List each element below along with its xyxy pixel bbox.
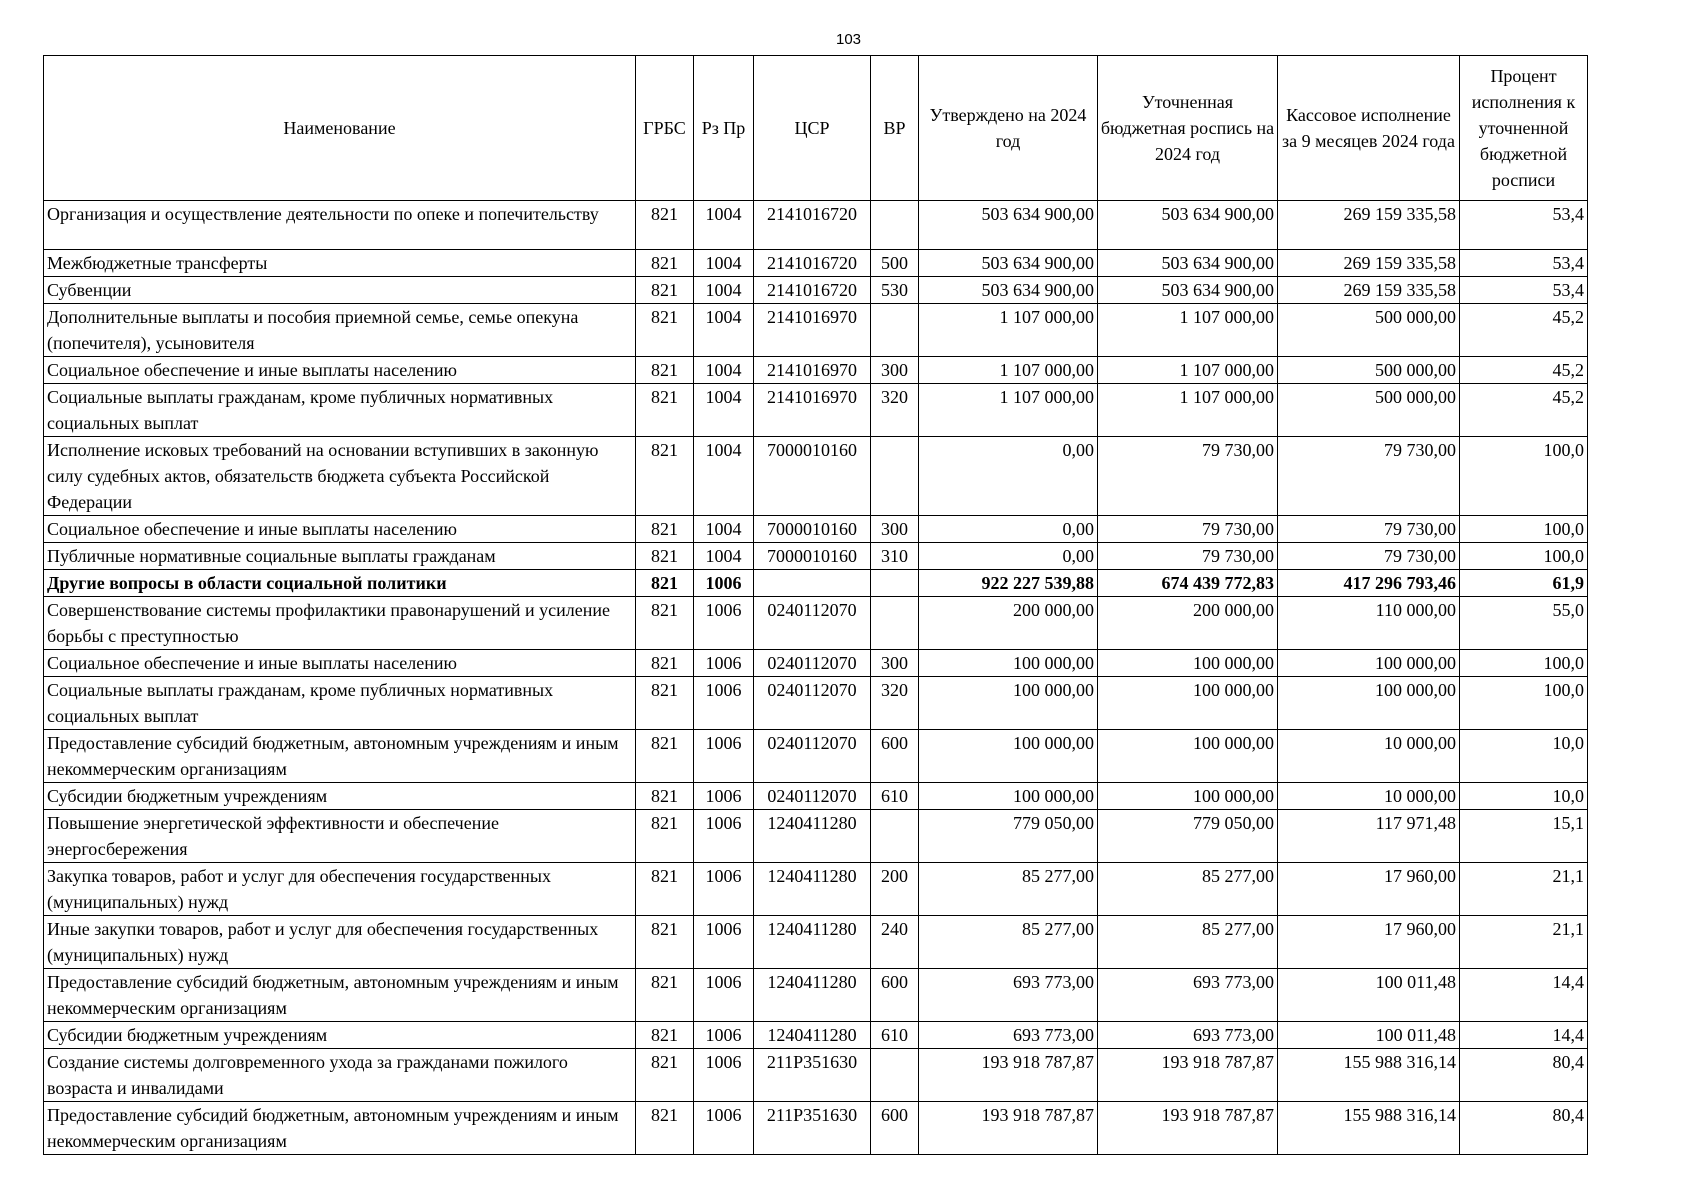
cell-approved: 1 107 000,00 <box>919 357 1098 384</box>
table-row <box>44 516 1588 543</box>
cell-percent: 21,1 <box>1460 916 1588 969</box>
table-row <box>44 810 1588 863</box>
cell-percent: 100,0 <box>1460 543 1588 570</box>
cell-percent: 80,4 <box>1460 1049 1588 1102</box>
cell-csr: 7000010160 <box>754 516 871 543</box>
cell-vr: 530 <box>871 277 919 304</box>
cell-csr <box>754 570 871 597</box>
cell-csr: 2141016970 <box>754 304 871 357</box>
cell-percent: 15,1 <box>1460 810 1588 863</box>
cell-rzpr: 1004 <box>694 277 754 304</box>
cell-rzpr: 1006 <box>694 810 754 863</box>
cell-csr: 1240411280 <box>754 969 871 1022</box>
cell-csr: 0240112070 <box>754 730 871 783</box>
cell-vr: 320 <box>871 384 919 437</box>
cell-grbs: 821 <box>636 1049 694 1102</box>
cell-refined: 85 277,00 <box>1098 916 1278 969</box>
table-body <box>44 201 1588 1155</box>
cell-vr: 500 <box>871 250 919 277</box>
table-row <box>44 1049 1588 1102</box>
table-row <box>44 384 1588 437</box>
cell-percent: 10,0 <box>1460 730 1588 783</box>
cell-csr: 2141016970 <box>754 384 871 437</box>
cell-vr: 200 <box>871 863 919 916</box>
cell-grbs: 821 <box>636 277 694 304</box>
cell-vr <box>871 810 919 863</box>
cell-vr: 240 <box>871 916 919 969</box>
cell-percent: 14,4 <box>1460 969 1588 1022</box>
cell-grbs: 821 <box>636 1102 694 1155</box>
cell-cash: 100 000,00 <box>1278 677 1460 730</box>
cell-rzpr: 1006 <box>694 863 754 916</box>
cell-cash: 79 730,00 <box>1278 437 1460 516</box>
cell-approved: 922 227 539,88 <box>919 570 1098 597</box>
col-header-csr: ЦСР <box>754 56 871 201</box>
cell-grbs: 821 <box>636 201 694 250</box>
cell-cash: 10 000,00 <box>1278 783 1460 810</box>
cell-percent: 80,4 <box>1460 1102 1588 1155</box>
cell-csr: 1240411280 <box>754 1022 871 1049</box>
cell-cash: 100 011,48 <box>1278 969 1460 1022</box>
table-row <box>44 730 1588 783</box>
cell-percent: 55,0 <box>1460 597 1588 650</box>
cell-cash: 17 960,00 <box>1278 916 1460 969</box>
cell-refined: 79 730,00 <box>1098 543 1278 570</box>
cell-vr: 600 <box>871 730 919 783</box>
cell-refined: 1 107 000,00 <box>1098 357 1278 384</box>
cell-approved: 85 277,00 <box>919 916 1098 969</box>
cell-refined: 100 000,00 <box>1098 730 1278 783</box>
cell-cash: 269 159 335,58 <box>1278 201 1460 250</box>
cell-percent: 100,0 <box>1460 516 1588 543</box>
cell-rzpr: 1004 <box>694 516 754 543</box>
cell-name: Межбюджетные трансферты <box>44 250 636 277</box>
cell-csr: 0240112070 <box>754 677 871 730</box>
table-row <box>44 277 1588 304</box>
cell-cash: 100 000,00 <box>1278 650 1460 677</box>
cell-refined: 85 277,00 <box>1098 863 1278 916</box>
cell-name: Дополнительные выплаты и пособия приемной семье, семье опекуна (попечителя), усыновителя <box>44 304 636 357</box>
cell-refined: 779 050,00 <box>1098 810 1278 863</box>
cell-name: Другие вопросы в области социальной политики <box>44 570 636 597</box>
cell-vr: 300 <box>871 357 919 384</box>
cell-grbs: 821 <box>636 650 694 677</box>
cell-rzpr: 1006 <box>694 1049 754 1102</box>
cell-approved: 193 918 787,87 <box>919 1102 1098 1155</box>
cell-name: Предоставление субсидий бюджетным, автономным учреждениям и иным некоммерческим организациям <box>44 969 636 1022</box>
table-row <box>44 969 1588 1022</box>
cell-refined: 693 773,00 <box>1098 969 1278 1022</box>
cell-grbs: 821 <box>636 570 694 597</box>
cell-name: Субсидии бюджетным учреждениям <box>44 1022 636 1049</box>
cell-rzpr: 1006 <box>694 650 754 677</box>
cell-approved: 85 277,00 <box>919 863 1098 916</box>
cell-csr: 0240112070 <box>754 597 871 650</box>
cell-approved: 200 000,00 <box>919 597 1098 650</box>
cell-grbs: 821 <box>636 384 694 437</box>
cell-percent: 21,1 <box>1460 863 1588 916</box>
table-row <box>44 304 1588 357</box>
cell-csr: 7000010160 <box>754 543 871 570</box>
table-row <box>44 437 1588 516</box>
cell-csr: 211P351630 <box>754 1049 871 1102</box>
cell-percent: 10,0 <box>1460 783 1588 810</box>
cell-rzpr: 1006 <box>694 570 754 597</box>
cell-rzpr: 1004 <box>694 201 754 250</box>
cell-csr: 2141016720 <box>754 250 871 277</box>
cell-rzpr: 1004 <box>694 357 754 384</box>
cell-cash: 155 988 316,14 <box>1278 1102 1460 1155</box>
cell-vr: 610 <box>871 1022 919 1049</box>
cell-percent: 61,9 <box>1460 570 1588 597</box>
cell-grbs: 821 <box>636 543 694 570</box>
cell-vr: 310 <box>871 543 919 570</box>
cell-approved: 693 773,00 <box>919 969 1098 1022</box>
cell-vr <box>871 304 919 357</box>
cell-approved: 100 000,00 <box>919 677 1098 730</box>
cell-percent: 45,2 <box>1460 384 1588 437</box>
cell-name: Социальные выплаты гражданам, кроме публичных нормативных социальных выплат <box>44 677 636 730</box>
cell-vr <box>871 1049 919 1102</box>
cell-percent: 53,4 <box>1460 201 1588 250</box>
cell-name: Социальные выплаты гражданам, кроме публичных нормативных социальных выплат <box>44 384 636 437</box>
cell-rzpr: 1006 <box>694 969 754 1022</box>
cell-refined: 503 634 900,00 <box>1098 201 1278 250</box>
col-header-grbs: ГРБС <box>636 56 694 201</box>
cell-refined: 193 918 787,87 <box>1098 1049 1278 1102</box>
cell-rzpr: 1006 <box>694 677 754 730</box>
cell-name: Создание системы долговременного ухода за гражданами пожилого возраста и инвалидами <box>44 1049 636 1102</box>
table-row <box>44 1022 1588 1049</box>
cell-rzpr: 1006 <box>694 1022 754 1049</box>
cell-approved: 100 000,00 <box>919 730 1098 783</box>
col-header-refined: Уточненная бюджетная роспись на 2024 год <box>1098 56 1278 201</box>
cell-vr: 600 <box>871 1102 919 1155</box>
cell-name: Организация и осуществление деятельности по опеке и попечительству <box>44 201 636 250</box>
budget-execution-table <box>43 55 1588 1155</box>
cell-grbs: 821 <box>636 357 694 384</box>
cell-name: Социальное обеспечение и иные выплаты населению <box>44 650 636 677</box>
cell-grbs: 821 <box>636 250 694 277</box>
cell-vr <box>871 201 919 250</box>
cell-refined: 1 107 000,00 <box>1098 304 1278 357</box>
cell-name: Предоставление субсидий бюджетным, автономным учреждениям и иным некоммерческим организациям <box>44 1102 636 1155</box>
cell-csr: 0240112070 <box>754 783 871 810</box>
cell-grbs: 821 <box>636 783 694 810</box>
cell-rzpr: 1006 <box>694 916 754 969</box>
cell-refined: 1 107 000,00 <box>1098 384 1278 437</box>
cell-cash: 10 000,00 <box>1278 730 1460 783</box>
cell-refined: 100 000,00 <box>1098 677 1278 730</box>
cell-refined: 193 918 787,87 <box>1098 1102 1278 1155</box>
col-header-cash: Кассовое исполнение за 9 месяцев 2024 года <box>1278 56 1460 201</box>
table-row <box>44 650 1588 677</box>
cell-approved: 779 050,00 <box>919 810 1098 863</box>
cell-vr: 320 <box>871 677 919 730</box>
cell-grbs: 821 <box>636 810 694 863</box>
cell-vr <box>871 437 919 516</box>
cell-refined: 100 000,00 <box>1098 650 1278 677</box>
col-header-approved: Утверждено на 2024 год <box>919 56 1098 201</box>
cell-vr <box>871 570 919 597</box>
cell-grbs: 821 <box>636 516 694 543</box>
col-header-rzpr: Рз Пр <box>694 56 754 201</box>
table-row <box>44 201 1588 250</box>
cell-percent: 53,4 <box>1460 250 1588 277</box>
table-row <box>44 543 1588 570</box>
cell-approved: 1 107 000,00 <box>919 304 1098 357</box>
cell-vr: 600 <box>871 969 919 1022</box>
cell-refined: 200 000,00 <box>1098 597 1278 650</box>
cell-name: Социальное обеспечение и иные выплаты населению <box>44 357 636 384</box>
cell-name: Повышение энергетической эффективности и обеспечение энергосбережения <box>44 810 636 863</box>
cell-name: Субвенции <box>44 277 636 304</box>
table-row <box>44 916 1588 969</box>
cell-grbs: 821 <box>636 969 694 1022</box>
cell-cash: 269 159 335,58 <box>1278 277 1460 304</box>
table-row <box>44 783 1588 810</box>
table-row <box>44 677 1588 730</box>
cell-cash: 79 730,00 <box>1278 516 1460 543</box>
cell-approved: 503 634 900,00 <box>919 250 1098 277</box>
cell-csr: 1240411280 <box>754 916 871 969</box>
cell-approved: 100 000,00 <box>919 650 1098 677</box>
table-header-row <box>44 56 1588 201</box>
cell-cash: 100 011,48 <box>1278 1022 1460 1049</box>
cell-csr: 2141016970 <box>754 357 871 384</box>
cell-cash: 500 000,00 <box>1278 357 1460 384</box>
cell-name: Закупка товаров, работ и услуг для обеспечения государственных (муниципальных) нужд <box>44 863 636 916</box>
table-row <box>44 250 1588 277</box>
cell-cash: 17 960,00 <box>1278 863 1460 916</box>
cell-approved: 100 000,00 <box>919 783 1098 810</box>
cell-name: Социальное обеспечение и иные выплаты населению <box>44 516 636 543</box>
cell-percent: 100,0 <box>1460 677 1588 730</box>
cell-name: Исполнение исковых требований на основании вступивших в законную силу судебных актов, обязательств бюджета субъекта Российской Федерации <box>44 437 636 516</box>
cell-percent: 45,2 <box>1460 357 1588 384</box>
cell-grbs: 821 <box>636 597 694 650</box>
cell-name: Совершенствование системы профилактики правонарушений и усиление борьбы с преступностью <box>44 597 636 650</box>
page-number: 103 <box>835 31 862 48</box>
cell-refined: 503 634 900,00 <box>1098 250 1278 277</box>
cell-approved: 1 107 000,00 <box>919 384 1098 437</box>
table-row <box>44 357 1588 384</box>
cell-csr: 2141016720 <box>754 201 871 250</box>
cell-approved: 693 773,00 <box>919 1022 1098 1049</box>
cell-csr: 1240411280 <box>754 863 871 916</box>
cell-rzpr: 1004 <box>694 304 754 357</box>
cell-cash: 500 000,00 <box>1278 304 1460 357</box>
table-row <box>44 1102 1588 1155</box>
cell-approved: 0,00 <box>919 437 1098 516</box>
cell-refined: 503 634 900,00 <box>1098 277 1278 304</box>
table-row <box>44 597 1588 650</box>
cell-csr: 0240112070 <box>754 650 871 677</box>
cell-percent: 45,2 <box>1460 304 1588 357</box>
cell-grbs: 821 <box>636 863 694 916</box>
cell-grbs: 821 <box>636 304 694 357</box>
cell-rzpr: 1006 <box>694 597 754 650</box>
cell-cash: 110 000,00 <box>1278 597 1460 650</box>
cell-percent: 53,4 <box>1460 277 1588 304</box>
cell-grbs: 821 <box>636 730 694 783</box>
cell-grbs: 821 <box>636 916 694 969</box>
cell-refined: 79 730,00 <box>1098 437 1278 516</box>
col-header-vr: ВР <box>871 56 919 201</box>
cell-cash: 417 296 793,46 <box>1278 570 1460 597</box>
cell-vr <box>871 597 919 650</box>
cell-csr: 7000010160 <box>754 437 871 516</box>
cell-refined: 100 000,00 <box>1098 783 1278 810</box>
cell-rzpr: 1004 <box>694 384 754 437</box>
cell-cash: 155 988 316,14 <box>1278 1049 1460 1102</box>
table-row <box>44 570 1588 597</box>
cell-rzpr: 1006 <box>694 783 754 810</box>
cell-rzpr: 1004 <box>694 250 754 277</box>
cell-rzpr: 1004 <box>694 543 754 570</box>
cell-name: Предоставление субсидий бюджетным, автономным учреждениям и иным некоммерческим организациям <box>44 730 636 783</box>
cell-grbs: 821 <box>636 437 694 516</box>
cell-cash: 79 730,00 <box>1278 543 1460 570</box>
cell-csr: 211P351630 <box>754 1102 871 1155</box>
cell-vr: 300 <box>871 650 919 677</box>
cell-approved: 503 634 900,00 <box>919 277 1098 304</box>
cell-percent: 14,4 <box>1460 1022 1588 1049</box>
cell-refined: 693 773,00 <box>1098 1022 1278 1049</box>
cell-csr: 2141016720 <box>754 277 871 304</box>
cell-percent: 100,0 <box>1460 437 1588 516</box>
col-header-percent: Процент исполнения к уточненной бюджетной росписи <box>1460 56 1588 201</box>
cell-rzpr: 1006 <box>694 1102 754 1155</box>
cell-grbs: 821 <box>636 677 694 730</box>
cell-percent: 100,0 <box>1460 650 1588 677</box>
col-header-name: Наименование <box>44 56 636 201</box>
cell-cash: 500 000,00 <box>1278 384 1460 437</box>
cell-csr: 1240411280 <box>754 810 871 863</box>
cell-rzpr: 1004 <box>694 437 754 516</box>
cell-vr: 300 <box>871 516 919 543</box>
cell-name: Публичные нормативные социальные выплаты гражданам <box>44 543 636 570</box>
cell-approved: 193 918 787,87 <box>919 1049 1098 1102</box>
cell-refined: 79 730,00 <box>1098 516 1278 543</box>
cell-cash: 269 159 335,58 <box>1278 250 1460 277</box>
cell-grbs: 821 <box>636 1022 694 1049</box>
cell-name: Иные закупки товаров, работ и услуг для обеспечения государственных (муниципальных) нужд <box>44 916 636 969</box>
cell-approved: 503 634 900,00 <box>919 201 1098 250</box>
cell-name: Субсидии бюджетным учреждениям <box>44 783 636 810</box>
cell-approved: 0,00 <box>919 543 1098 570</box>
cell-cash: 117 971,48 <box>1278 810 1460 863</box>
cell-refined: 674 439 772,83 <box>1098 570 1278 597</box>
cell-rzpr: 1006 <box>694 730 754 783</box>
cell-approved: 0,00 <box>919 516 1098 543</box>
table-row <box>44 863 1588 916</box>
cell-vr: 610 <box>871 783 919 810</box>
